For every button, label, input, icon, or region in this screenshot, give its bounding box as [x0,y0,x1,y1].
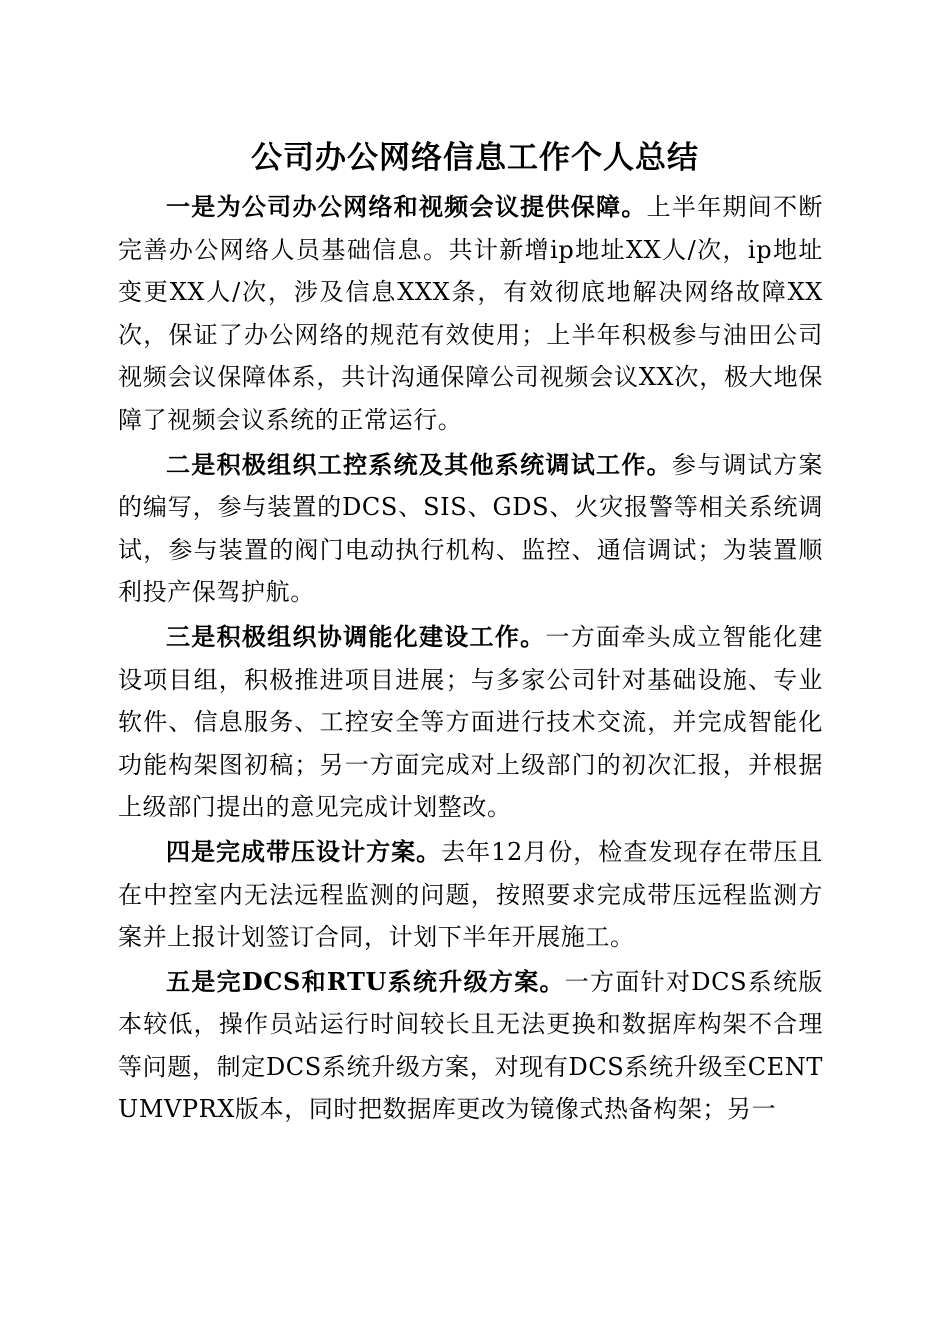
paragraph-2 [118,444,823,614]
paragraph-5-lead: 五是完DCS和RTU系统升级方案。 [166,966,565,996]
paragraph-3-lead: 三是积极组织协调能化建设工作。 [166,621,546,651]
paragraph-1-text: 上半年期间不断完善办公网络人员基础信息。共计新增ip地址XX人/次，ip地址变更XX人/次，涉及信息XXX条，有效彻底地解决网络故障XX次，保证了办公网络的规范有效使用；上半年积极参与油田公司视频会议保障体系，共计沟通保障公司视频会议XX次，极大地保障了视频会议系统的正常运行。 [118,193,823,434]
paragraph-1 [118,186,823,442]
document-body [118,186,823,1133]
document-title: 公司办公网络信息工作个人总结 [251,140,699,176]
paragraph-1-lead: 一是为公司办公网络和视频会议提供保障。 [166,192,647,221]
paragraph-5 [118,961,823,1131]
paragraph-3 [118,616,823,829]
paragraph-3-text: 一方面牵头成立智能化建设项目组，积极推进项目进展；与多家公司针对基础设施、专业软件、信息服务、工控安全等方面进行技术交流，并完成智能化功能构架图初稿；另一方面完成对上级部门的初次汇报，并根据上级部门提出的意见完成计划整改。 [118,622,823,822]
paragraph-2-text: 参与调试方案的编写，参与装置的DCS、SIS、GDS、火灾报警等相关系统调试，参与装置的阀门电动执行机构、监控、通信调试；为装置顺利投产保驾护航。 [118,450,823,607]
paragraph-4-lead: 四是完成带压设计方案。 [166,836,442,866]
paragraph-2-lead: 二是积极组织工控系统及其他系统调试工作。 [166,449,672,479]
paragraph-4 [118,831,823,959]
paragraph-5-text: 一方面针对DCS系统版本较低，操作员站运行时间较长且无法更换和数据库构架不合理等问题，制定DCS系统升级方案，对现有DCS系统升级至CENTUMVPRX版本，同时把数据库更改为镜像式热备构架；另一 [118,967,823,1124]
paragraph-4-text: 去年12月份，检查发现存在带压且在中控室内无法远程监测的问题，按照要求完成带压远程监测方案并上报计划签订合同，计划下半年开展施工。 [118,837,823,952]
